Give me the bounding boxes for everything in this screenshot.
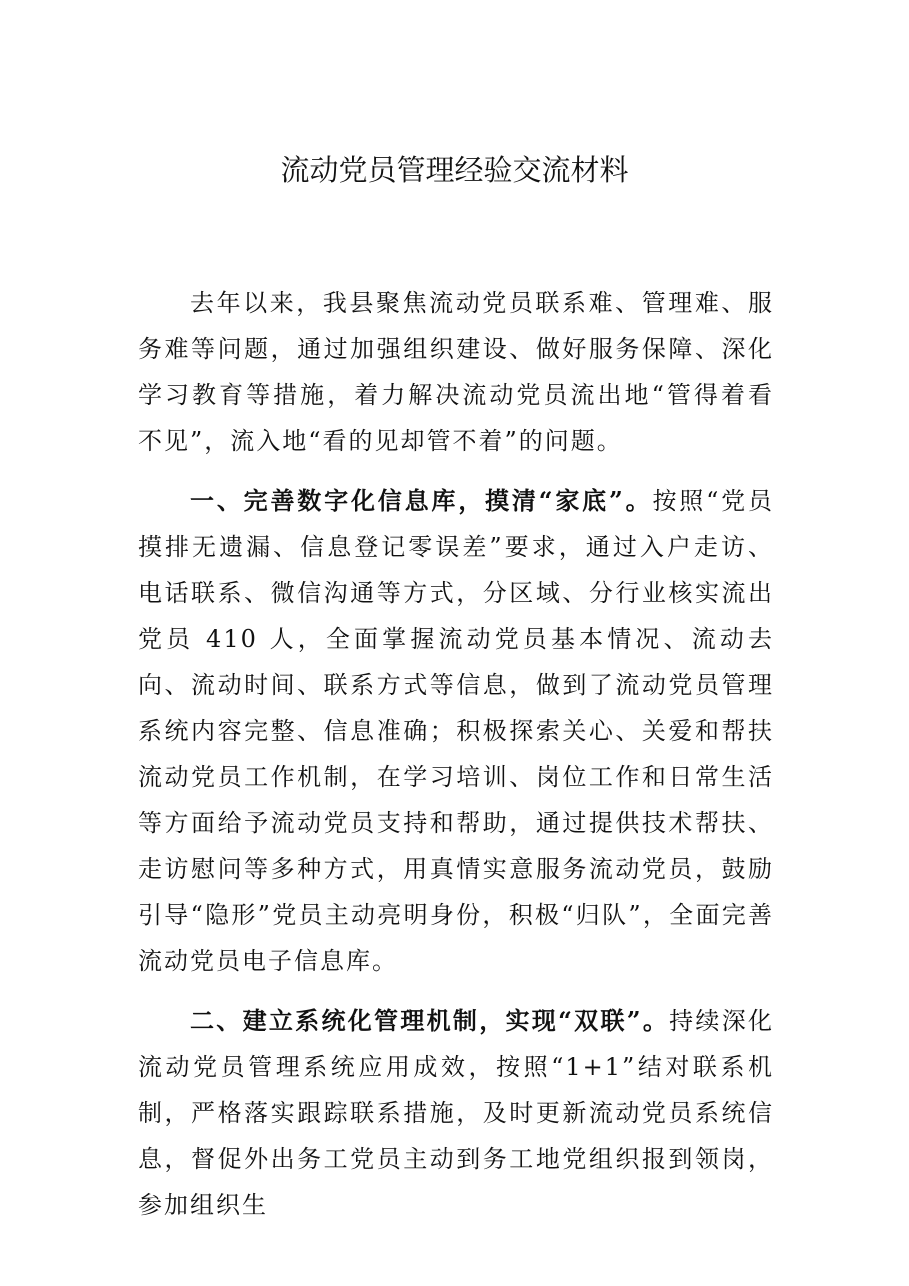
section-1-heading: 一、完善数字化信息库，摸清“家底”。 [190,486,653,515]
intro-paragraph: 去年以来，我县聚焦流动党员联系难、管理难、服务难等问题，通过加强组织建设、做好服务保障、深化学习教育等措施，着力解决流动党员流出地“管得着看不见”，流入地“看的见却管不着”的问题。 [138,289,774,455]
section-1-paragraph [138,478,774,984]
section-2-paragraph [138,998,774,1228]
document-title: 流动党员管理经验交流材料 [280,153,629,187]
section-2-heading: 二、建立系统化管理机制，实现“双联”。 [190,1006,670,1035]
document-body [138,280,774,1242]
section-1-body: 按照“党员摸排无遗漏、信息登记零误差”要求，通过入户走访、电话联系、微信沟通等方式，分区域、分行业核实流出党员 410 人，全面掌握流动党员基本情况、流动去向、流动时间、联系方式等信息，做到了流动党员管理系统内容完整、信息准确；积极探索关心、关爱和帮扶流动党员工作机制，在学习培训、岗位工作和日常生活等方面给予流动党员支持和帮助，通过提供技术帮扶、走访慰问等多种方式，用真情实意服务流动党员，鼓励引导“隐形”党员主动亮明身份，积极“归队”，全面完善流动党员电子信息库。 [138,487,774,975]
section-2-body: 持续深化流动党员管理系统应用成效，按照“1+1”结对联系机制，严格落实跟踪联系措施，及时更新流动党员系统信息，督促外出务工党员主动到务工地党组织报到领岗，参加组织生 [138,1007,775,1219]
